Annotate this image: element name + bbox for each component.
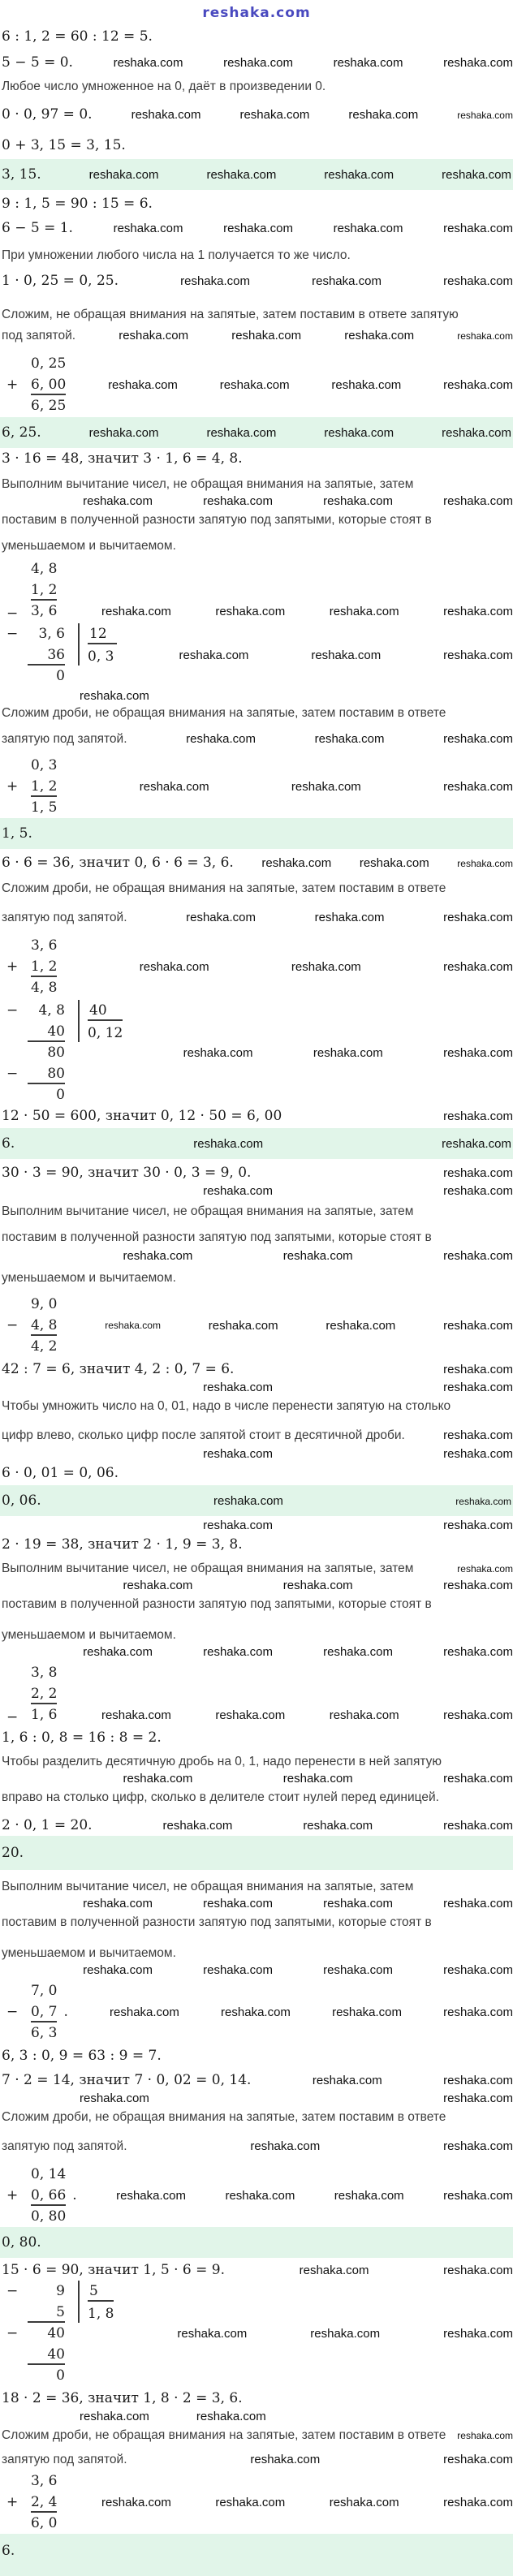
- watermark: reshaka.com: [203, 1897, 273, 1910]
- watermark: reshaka.com: [310, 2326, 381, 2341]
- operand-2: 1, 2: [31, 956, 57, 977]
- explanation-addfr-intro-a: Сложим дроби, не обращая внимания на запятые, затем поставим в ответе: [2, 706, 446, 720]
- explanation-sub-intro-c: уменьшаемом и вычитаемом.: [2, 1271, 176, 1285]
- watermark: reshaka.com: [331, 377, 402, 392]
- operand-1: 0, 25: [31, 355, 67, 372]
- plus-sign: +: [6, 377, 19, 393]
- watermark: reshaka.com: [443, 648, 513, 662]
- column-result: 1, 6: [31, 1707, 58, 1723]
- watermark: reshaka.com: [203, 1447, 273, 1461]
- watermark: reshaka.com: [203, 494, 273, 508]
- operand-2: 2, 4: [31, 2492, 57, 2513]
- watermark: reshaka.com: [323, 1645, 393, 1659]
- column-result: 3, 6: [31, 603, 58, 619]
- explanation-addfr-intro-b: запятую под запятой. reshaka.com reshaka.com: [0, 2451, 513, 2469]
- answer-text: 1, 5.: [2, 825, 32, 842]
- watermark: reshaka.com: [344, 329, 415, 342]
- math-line-12: 42 : 7 = 6, значит 4, 2 : 0, 7 = 6. reshaka.com: [2, 1361, 513, 1377]
- watermark: reshaka.com: [323, 1897, 393, 1910]
- watermark: reshaka.com: [314, 911, 385, 924]
- answer-highlight-3: [0, 818, 513, 849]
- minus-sign: −: [6, 605, 19, 622]
- explanation-addfr-intro-b: запятую под запятой. reshaka.com reshaka.com reshaka.com: [0, 730, 513, 748]
- column-subtraction-2: [0, 1294, 513, 1357]
- explanation-add-intro-b: под запятой. reshaka.com reshaka.com reshaka.com reshaka.com: [0, 327, 513, 345]
- divisor: 5: [88, 2281, 114, 2302]
- watermark: reshaka.com: [177, 2326, 248, 2341]
- watermark: reshaka.com: [457, 2430, 513, 2441]
- watermark: reshaka.com: [139, 959, 209, 974]
- watermark: reshaka.com: [314, 732, 385, 746]
- minus-sign: −: [6, 2004, 19, 2020]
- watermark: reshaka.com: [443, 1318, 513, 1333]
- watermark: reshaka.com: [457, 110, 513, 121]
- watermark: reshaka.com: [80, 2410, 149, 2423]
- explanation-sub-intro-a: Выполним вычитание чисел, не обращая внимания на запятые, затем: [2, 477, 414, 491]
- operand-1: 3, 8: [31, 1665, 58, 1681]
- watermark: reshaka.com: [83, 494, 153, 508]
- explanation-zero-rule: Любое число умноженное на 0, даёт в произведении 0.: [2, 80, 326, 93]
- watermark: reshaka.com: [231, 329, 302, 342]
- watermark: reshaka.com: [291, 959, 361, 974]
- watermark: reshaka.com: [443, 1109, 513, 1123]
- watermark: reshaka.com: [329, 1708, 399, 1722]
- watermark: reshaka.com: [196, 2410, 266, 2423]
- watermark: reshaka.com: [88, 168, 159, 182]
- watermark: reshaka.com: [325, 1318, 396, 1333]
- watermark: reshaka.com: [113, 222, 183, 235]
- watermark-row: [0, 688, 513, 704]
- watermark: reshaka.com: [250, 2139, 321, 2153]
- watermark: reshaka.com: [332, 2005, 402, 2019]
- minus-sign: −: [6, 1002, 19, 1019]
- explanation-one-rule: При умножении любого числа на 1 получается то же число.: [2, 248, 351, 262]
- explanation-mul001-a: Чтобы умножить число на 0, 01, надо в числе перенести запятую на столько: [2, 1399, 451, 1413]
- watermark: reshaka.com: [443, 377, 513, 392]
- watermark: reshaka.com: [105, 1320, 161, 1331]
- watermark-row: [0, 2091, 513, 2107]
- plus-sign: +: [6, 778, 19, 795]
- watermark: reshaka.com: [261, 856, 332, 870]
- math-line-16: 2 · 0, 1 = 20. reshaka.com reshaka.com reshaka.com: [2, 1817, 513, 1833]
- watermark: reshaka.com: [108, 377, 178, 392]
- watermark: reshaka.com: [324, 168, 394, 182]
- watermark: reshaka.com: [443, 1045, 513, 1060]
- math-line-8: 3 · 16 = 48, значит 3 · 1, 6 = 4, 8.: [2, 450, 243, 467]
- watermark: reshaka.com: [443, 494, 513, 508]
- watermark: reshaka.com: [333, 222, 403, 235]
- watermark: reshaka.com: [443, 1184, 513, 1198]
- explanation-sub-intro-b: поставим в полученной разности запятую под запятыми, которые стоят в: [2, 1597, 432, 1611]
- watermark: reshaka.com: [83, 1645, 153, 1659]
- watermark: reshaka.com: [101, 1708, 171, 1722]
- answer-highlight-6: [0, 1836, 513, 1870]
- minus-sign: −: [6, 2325, 19, 2341]
- watermark: reshaka.com: [223, 222, 293, 235]
- column-result: 1, 5: [31, 799, 58, 816]
- operand-2: 6, 00: [31, 374, 66, 395]
- plus-sign: +: [6, 958, 19, 975]
- watermark: reshaka.com: [225, 2188, 295, 2203]
- watermark: reshaka.com: [443, 2188, 513, 2203]
- watermark: reshaka.com: [443, 1518, 513, 1532]
- explanation-div01-a: Чтобы разделить десятичную дробь на 0, 1, надо перенести в ней запятую: [2, 1755, 442, 1768]
- math-line-13: 6 · 0, 01 = 0, 06.: [2, 1465, 119, 1481]
- explanation-sub-intro-b: поставим в полученной разности запятую под запятыми, которые стоят в: [2, 513, 432, 527]
- watermark: reshaka.com: [324, 426, 394, 440]
- minus-sign: −: [6, 1709, 19, 1725]
- math-line-14: 2 · 19 = 38, значит 2 · 1, 9 = 3, 8.: [2, 1536, 243, 1553]
- watermark: reshaka.com: [455, 1496, 511, 1507]
- watermark: reshaka.com: [443, 1897, 513, 1910]
- column-addition-2: [0, 755, 513, 818]
- watermark: reshaka.com: [443, 2495, 513, 2509]
- operand-2: 2, 2: [31, 1683, 57, 1704]
- operand-1: 9, 0: [31, 1296, 58, 1312]
- explanation-sub-intro-b: поставим в полученной разности запятую под запятыми, которые стоят в: [2, 1915, 432, 1929]
- explanation-addfr-intro-b: запятую под запятой. reshaka.com reshaka.com reshaka.com: [0, 909, 513, 927]
- watermark: reshaka.com: [329, 605, 399, 618]
- watermark: reshaka.com: [116, 2188, 186, 2203]
- watermark: reshaka.com: [213, 1494, 283, 1508]
- math-line-5: 9 : 1, 5 = 90 : 15 = 6.: [2, 196, 153, 212]
- watermark: reshaka.com: [443, 222, 513, 235]
- watermark: reshaka.com: [312, 274, 382, 288]
- watermark: reshaka.com: [443, 779, 513, 794]
- minus-sign: −: [6, 626, 19, 642]
- period: .: [72, 2187, 77, 2203]
- watermark: reshaka.com: [139, 779, 209, 794]
- watermark: reshaka.com: [282, 1772, 353, 1786]
- watermark-row: [0, 493, 513, 510]
- watermark-row: [0, 1644, 513, 1661]
- watermark: reshaka.com: [80, 2091, 149, 2105]
- watermark: reshaka.com: [311, 648, 382, 662]
- long-division-3: − 9 5 − 40 40 0 5 1, 8 reshaka.com reshaka.com reshaka.com: [0, 2281, 513, 2386]
- watermark: reshaka.com: [131, 108, 201, 122]
- watermark: reshaka.com: [203, 1963, 273, 1977]
- quotient: 0, 3: [88, 648, 114, 665]
- minus-sign: −: [6, 1317, 19, 1333]
- divisor: 40: [88, 1000, 123, 1021]
- site-logo: reshaka.com: [202, 5, 311, 21]
- explanation-mul001-b: цифр влево, сколько цифр после запятой стоит в десятичной дроби. reshaka.com: [0, 1427, 513, 1445]
- watermark: reshaka.com: [250, 2453, 321, 2466]
- quotient: 1, 8: [88, 2306, 114, 2322]
- answer-highlight-8: [0, 2534, 513, 2576]
- math-line-6: 6 − 5 = 1. reshaka.com reshaka.com reshaka.com reshaka.com: [2, 220, 513, 236]
- watermark: reshaka.com: [443, 2074, 513, 2087]
- watermark: reshaka.com: [443, 1579, 513, 1592]
- math-line-7: 1 · 0, 25 = 0, 25. reshaka.com reshaka.com reshaka.com: [2, 273, 513, 289]
- column-addition-4: [0, 2164, 513, 2227]
- watermark: reshaka.com: [162, 1819, 233, 1833]
- watermark: reshaka.com: [443, 1249, 513, 1263]
- watermark: reshaka.com: [291, 779, 361, 794]
- explanation-div01-b: вправо на столько цифр, сколько в делителе стоит нулей перед единицей.: [2, 1790, 439, 1804]
- quotient: 0, 12: [88, 1025, 123, 1041]
- watermark-row: [0, 1248, 513, 1264]
- watermark: reshaka.com: [203, 1381, 273, 1394]
- watermark: reshaka.com: [333, 56, 403, 70]
- plus-sign: +: [6, 2187, 19, 2203]
- watermark-row: [0, 2409, 513, 2425]
- watermark: reshaka.com: [443, 1363, 513, 1376]
- watermark-row: [0, 1896, 513, 1912]
- operand-1: 7, 0: [31, 1983, 58, 1999]
- period: .: [63, 2004, 68, 2020]
- watermark-row: [0, 1183, 513, 1200]
- watermark: reshaka.com: [219, 377, 290, 392]
- operand-1: 3, 6: [31, 937, 58, 954]
- answer-text: 0, 06.: [2, 1493, 41, 1509]
- answer-text: 3, 15.: [2, 166, 41, 183]
- watermark: reshaka.com: [101, 605, 171, 618]
- explanation-sub-intro-c: уменьшаемом и вычитаемом.: [2, 539, 176, 553]
- math-line-19: 15 · 6 = 90, значит 1, 5 · 6 = 9. reshaka.com reshaka.com: [2, 2262, 513, 2278]
- explanation-sub-intro-a: Выполним вычитание чисел, не обращая внимания на запятые, затем: [2, 1880, 414, 1893]
- watermark: reshaka.com: [443, 2005, 513, 2019]
- watermark: reshaka.com: [282, 1249, 353, 1263]
- watermark: reshaka.com: [443, 605, 513, 618]
- column-subtraction-4: [0, 1980, 513, 2044]
- explanation-addfr-intro-b: запятую под запятой. reshaka.com reshaka.com: [0, 2138, 513, 2156]
- watermark: reshaka.com: [179, 648, 249, 662]
- watermark: reshaka.com: [443, 1381, 513, 1394]
- watermark: reshaka.com: [329, 2495, 399, 2509]
- operand-2: 1, 2: [31, 579, 57, 601]
- long-division-1: − 3, 6 36 0 12 0, 3 reshaka.com reshaka.com reshaka.com: [0, 623, 513, 687]
- watermark: reshaka.com: [113, 56, 183, 70]
- watermark: reshaka.com: [80, 689, 149, 703]
- column-result: 6, 25: [31, 398, 67, 414]
- math-line-10: 12 · 50 = 600, значит 0, 12 · 50 = 6, 00 reshaka.com: [2, 1108, 513, 1124]
- operand-2: 1, 2: [31, 776, 57, 797]
- answer-highlight-4: [0, 1128, 513, 1159]
- watermark: reshaka.com: [83, 1897, 153, 1910]
- watermark: reshaka.com: [313, 1045, 383, 1060]
- site-logo-row: [0, 3, 513, 23]
- explanation-sub-intro-b: поставим в полученной разности запятую под запятыми, которые стоят в: [2, 1230, 432, 1244]
- minus-sign: −: [6, 2283, 19, 2299]
- watermark: reshaka.com: [193, 1137, 264, 1151]
- watermark: reshaka.com: [203, 1184, 273, 1198]
- explanation-addfr-intro-a: Сложим дроби, не обращая внимания на запятые, затем поставим в ответе reshaka.com: [0, 2427, 513, 2445]
- column-result: 4, 2: [31, 1338, 58, 1355]
- watermark: reshaka.com: [457, 858, 513, 869]
- explanation-sub-intro-a: Выполним вычитание чисел, не обращая внимания на запятые, затем reshaka.com: [0, 1560, 513, 1578]
- answer-highlight-5: [0, 1485, 513, 1516]
- plus-sign: +: [6, 2494, 19, 2510]
- watermark: reshaka.com: [239, 108, 310, 122]
- watermark: reshaka.com: [443, 2139, 513, 2153]
- math-line-4: 0 + 3, 15 = 3, 15.: [2, 137, 126, 153]
- watermark: reshaka.com: [334, 2188, 404, 2203]
- column-result: 0, 80: [31, 2208, 67, 2225]
- watermark-row: [0, 1962, 513, 1979]
- watermark: reshaka.com: [180, 274, 250, 288]
- math-line-17: 6, 3 : 0, 9 = 63 : 9 = 7.: [2, 2048, 162, 2064]
- watermark: reshaka.com: [443, 56, 513, 70]
- watermark: reshaka.com: [348, 108, 419, 122]
- watermark: reshaka.com: [443, 1428, 513, 1442]
- answer-highlight-7: [0, 2227, 513, 2258]
- explanation-add-intro-a: Сложим, не обращая внимания на запятые, затем поставим в ответе запятую: [2, 308, 459, 321]
- watermark: reshaka.com: [303, 1819, 373, 1833]
- watermark: reshaka.com: [203, 1518, 273, 1532]
- explanation-sub-intro-c: уменьшаемом и вычитаемом.: [2, 1628, 176, 1642]
- operand-1: 3, 6: [31, 2473, 58, 2489]
- watermark: reshaka.com: [208, 1318, 278, 1333]
- watermark: reshaka.com: [443, 1708, 513, 1722]
- explanation-addfr-intro-a: Сложим дроби, не обращая внимания на запятые, затем поставим в ответе: [2, 2110, 446, 2124]
- math-line-1: 6 : 1, 2 = 60 : 12 = 5.: [2, 28, 153, 45]
- watermark: reshaka.com: [123, 1772, 193, 1786]
- math-line-20: 18 · 2 = 36, значит 1, 8 · 2 = 3, 6.: [2, 2390, 243, 2406]
- answer-text: 20.: [2, 1845, 24, 1861]
- watermark: reshaka.com: [83, 1963, 153, 1977]
- operand-2: 0, 7: [31, 2001, 57, 2022]
- math-line-3: 0 · 0, 97 = 0. reshaka.com reshaka.com reshaka.com reshaka.com: [2, 106, 513, 123]
- watermark: reshaka.com: [443, 1772, 513, 1786]
- watermark: reshaka.com: [443, 1447, 513, 1461]
- answer-text: 6.: [2, 1135, 15, 1152]
- watermark: reshaka.com: [186, 732, 256, 746]
- watermark: reshaka.com: [443, 2091, 513, 2105]
- explanation-addfr-intro-a: Сложим дроби, не обращая внимания на запятые, затем поставим в ответе: [2, 881, 446, 895]
- column-result: 6, 3: [31, 2025, 58, 2041]
- answer-text: 0, 80.: [2, 2234, 41, 2251]
- column-addition-1: [0, 353, 513, 416]
- watermark-row: [0, 1446, 513, 1462]
- watermark: reshaka.com: [442, 1137, 511, 1151]
- watermark: reshaka.com: [123, 1579, 193, 1592]
- watermark: reshaka.com: [223, 56, 293, 70]
- watermark: reshaka.com: [215, 2495, 286, 2509]
- watermark: reshaka.com: [443, 732, 513, 746]
- watermark: reshaka.com: [186, 911, 256, 924]
- watermark-row: [0, 1518, 513, 1534]
- watermark: reshaka.com: [443, 911, 513, 924]
- answer-highlight-2: [0, 417, 513, 448]
- watermark: reshaka.com: [442, 168, 511, 182]
- divisor: 12: [88, 623, 117, 644]
- math-line-18: 7 · 2 = 14, значит 7 · 0, 02 = 0, 14. reshaka.com reshaka.com: [2, 2072, 513, 2088]
- watermark: reshaka.com: [215, 605, 286, 618]
- watermark: reshaka.com: [359, 856, 429, 870]
- watermark: reshaka.com: [443, 1819, 513, 1833]
- watermark: reshaka.com: [203, 1645, 273, 1659]
- watermark: reshaka.com: [443, 1963, 513, 1977]
- watermark: reshaka.com: [443, 959, 513, 974]
- watermark: reshaka.com: [312, 2074, 382, 2087]
- explanation-sub-intro-a: Выполним вычитание чисел, не обращая внимания на запятые, затем: [2, 1204, 414, 1218]
- watermark: reshaka.com: [215, 1708, 286, 1722]
- watermark: reshaka.com: [119, 329, 189, 342]
- operand-2: 0, 66: [31, 2185, 66, 2206]
- watermark: reshaka.com: [88, 426, 159, 440]
- watermark: reshaka.com: [323, 1963, 393, 1977]
- explanation-sub-intro-c: уменьшаемом и вычитаемом.: [2, 1946, 176, 1960]
- operand-2: 4, 8: [31, 1315, 57, 1336]
- watermark: reshaka.com: [443, 274, 513, 288]
- watermark-row: [0, 1771, 513, 1787]
- watermark: reshaka.com: [110, 2005, 179, 2019]
- watermark: reshaka.com: [183, 1045, 253, 1060]
- answer-text: 6, 25.: [2, 424, 41, 441]
- watermark: reshaka.com: [221, 2005, 291, 2019]
- watermark: reshaka.com: [123, 1249, 193, 1263]
- minus-sign: −: [6, 1066, 19, 1082]
- watermark: reshaka.com: [206, 168, 277, 182]
- math-line-2: 5 − 5 = 0. reshaka.com reshaka.com reshaka.com reshaka.com: [2, 54, 513, 71]
- column-addition-5: [0, 2470, 513, 2534]
- column-result: 4, 8: [31, 980, 58, 996]
- math-line-11: 30 · 3 = 90, значит 30 · 0, 3 = 9, 0. reshaka.com: [2, 1165, 513, 1181]
- watermark: reshaka.com: [443, 2453, 513, 2466]
- watermark: reshaka.com: [443, 2326, 513, 2341]
- watermark: reshaka.com: [457, 330, 513, 342]
- column-subtraction-1: [0, 558, 513, 622]
- column-addition-3: [0, 935, 513, 998]
- long-division-2: − 4, 8 40 80 − 80 0 40 0, 12 reshaka.com reshaka.com reshaka.com: [0, 1000, 513, 1105]
- watermark: reshaka.com: [443, 1166, 513, 1180]
- column-subtraction-3: [0, 1662, 513, 1725]
- math-line-15: 1, 6 : 0, 8 = 16 : 8 = 2.: [2, 1730, 162, 1746]
- watermark: reshaka.com: [443, 1645, 513, 1659]
- watermark: reshaka.com: [299, 2264, 369, 2277]
- math-line-9: 6 · 6 = 36, значит 0, 6 · 6 = 3, 6. reshaka.com reshaka.com reshaka.com: [2, 855, 513, 871]
- watermark: reshaka.com: [442, 426, 511, 440]
- watermark-row: [0, 1380, 513, 1396]
- watermark: reshaka.com: [206, 426, 277, 440]
- watermark: reshaka.com: [101, 2495, 171, 2509]
- watermark-row: [0, 1578, 513, 1594]
- answer-highlight-1: [0, 159, 513, 190]
- watermark: reshaka.com: [457, 1563, 513, 1574]
- operand-1: 0, 14: [31, 2166, 67, 2182]
- answer-text: 6.: [2, 2543, 15, 2559]
- watermark: reshaka.com: [443, 2264, 513, 2277]
- watermark: reshaka.com: [323, 494, 393, 508]
- operand-1: 4, 8: [31, 561, 58, 577]
- column-result: 6, 0: [31, 2515, 58, 2531]
- watermark: reshaka.com: [282, 1579, 353, 1592]
- operand-1: 0, 3: [31, 757, 58, 773]
